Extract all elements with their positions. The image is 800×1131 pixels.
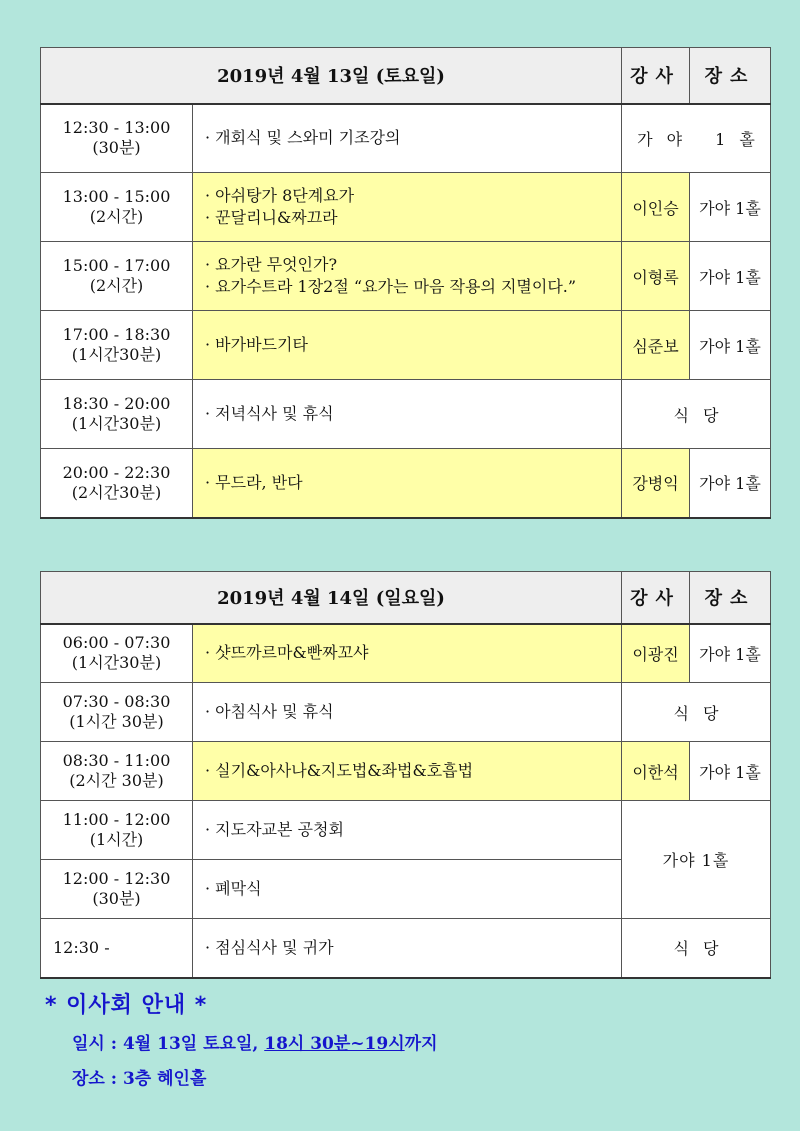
content-cell [193,919,622,978]
time-range: 12:30 - 13:00 [62,118,171,138]
program-item: · 요가수트라 1장2절 “요가는 마음 작용의 지멸이다.” [205,277,577,296]
duration: (2시간 30분) [69,771,164,790]
place-cell: 식당 [622,683,771,742]
table-header-row [41,572,771,624]
instructor-header: 강사 [622,48,690,104]
notice-title: * 이사회 안내 * [45,993,208,1018]
program-item: · 폐막식 [205,879,262,898]
table-row [41,311,771,380]
content-cell [193,311,622,380]
time-range: 15:00 - 17:00 [62,256,171,275]
place-cell: 가야 1홀 [622,104,771,173]
schedule-table-day1 [40,47,771,519]
time-range: 20:00 - 22:30 [62,462,171,482]
instructor-cell: 이인승 [622,173,690,242]
content-cell [193,104,622,173]
time-range: 12:00 - 12:30 [62,869,171,888]
duration: (1시간30분) [71,345,162,364]
notice-place: 장소 : 3층 혜인홀 [72,1069,207,1089]
table-row [41,683,771,742]
instructor-header: 강사 [622,572,690,624]
content-cell [193,801,622,860]
place-cell: 가야 1홀 [690,624,771,683]
instructor-cell: 강병익 [622,449,690,518]
content-cell [193,173,622,242]
place-cell: 식당 [622,919,771,978]
table-row [41,801,771,860]
table-row [41,624,771,683]
content-cell [193,742,622,801]
program-item: · 점심식사 및 귀가 [205,937,334,957]
time-range: 06:00 - 07:30 [62,633,171,653]
time-range: 11:00 - 12:00 [62,810,171,829]
instructor-cell: 이한석 [622,742,690,801]
time-cell [41,449,193,518]
board-meeting-notice [45,988,438,1089]
time-cell [41,242,193,311]
table-row [41,380,771,449]
time-range: 07:30 - 08:30 [62,692,171,711]
time-range: 18:30 - 20:00 [62,394,171,413]
time-cell [41,104,193,173]
time-range: 12:30 - [53,937,110,957]
time-cell [41,624,193,683]
table-row [41,104,771,173]
program-item: · 저녁식사 및 휴식 [205,404,334,423]
program-item: · 개회식 및 스와미 기조강의 [205,128,401,148]
place-header: 장소 [690,572,771,624]
place-cell: 식당 [622,380,771,449]
table-row [41,919,771,978]
duration: (2시간) [89,276,144,295]
duration: (1시간30분) [71,414,162,433]
program-item: · 요가란 무엇인가? [205,255,338,274]
place-cell: 가야 1홀 [690,311,771,380]
instructor-cell: 이형록 [622,242,690,311]
time-cell [41,311,193,380]
program-item: · 꾼달리니&짜끄라 [205,208,338,227]
content-cell [193,380,622,449]
content-cell [193,449,622,518]
place-cell: 가야 1홀 [690,242,771,311]
program-item: · 아쉬탕가 8단계요가 [205,186,355,205]
table-header-row [41,48,771,104]
program-item: · 샷뜨까르마&빤짜꼬샤 [205,643,369,663]
duration: (1시간 30분) [69,712,164,731]
duration: (2시간) [89,207,144,226]
duration: (1시간) [89,830,144,849]
time-cell [41,801,193,860]
content-cell [193,860,622,919]
date-header: 2019년 4월 14일 (일요일) [41,572,622,624]
instructor-cell: 심준보 [622,311,690,380]
schedule-table-day2 [40,571,771,979]
notice-datetime [72,1029,438,1054]
program-item: · 실기&아사나&지도법&좌법&호흡법 [205,761,474,780]
program-item: · 무드라, 반다 [205,472,303,492]
datetime-prefix: 일시 : 4월 13일 토요일, [72,1034,265,1054]
content-cell [193,242,622,311]
time-range: 17:00 - 18:30 [62,325,171,344]
duration: (30분) [92,889,141,908]
time-cell [41,919,193,978]
time-cell [41,380,193,449]
datetime-suffix: 까지 [404,1034,438,1054]
duration: (1시간30분) [71,653,162,673]
time-cell [41,742,193,801]
place-cell: 가야 1홀 [690,449,771,518]
program-item: · 아침식사 및 휴식 [205,702,334,721]
time-range: 13:00 - 15:00 [62,187,171,206]
content-cell [193,683,622,742]
date-header: 2019년 4월 13일 (토요일) [41,48,622,104]
table-row [41,742,771,801]
program-item: · 바가바드기타 [205,335,308,354]
time-range: 08:30 - 11:00 [62,751,171,770]
table-row [41,449,771,518]
place-cell: 가야 1홀 [690,173,771,242]
time-cell [41,173,193,242]
place-cell: 가야 1홀 [622,801,771,919]
instructor-cell: 이광진 [622,624,690,683]
program-item: · 지도자교본 공청회 [205,820,344,839]
place-cell: 가야 1홀 [690,742,771,801]
place-header: 장소 [690,48,771,104]
duration: (2시간30분) [71,482,162,502]
content-cell [193,624,622,683]
time-cell [41,683,193,742]
table-row [41,242,771,311]
time-cell [41,860,193,919]
table-row [41,173,771,242]
datetime-time: 18시 30분~19시 [264,1034,405,1054]
duration: (30분) [92,138,141,158]
